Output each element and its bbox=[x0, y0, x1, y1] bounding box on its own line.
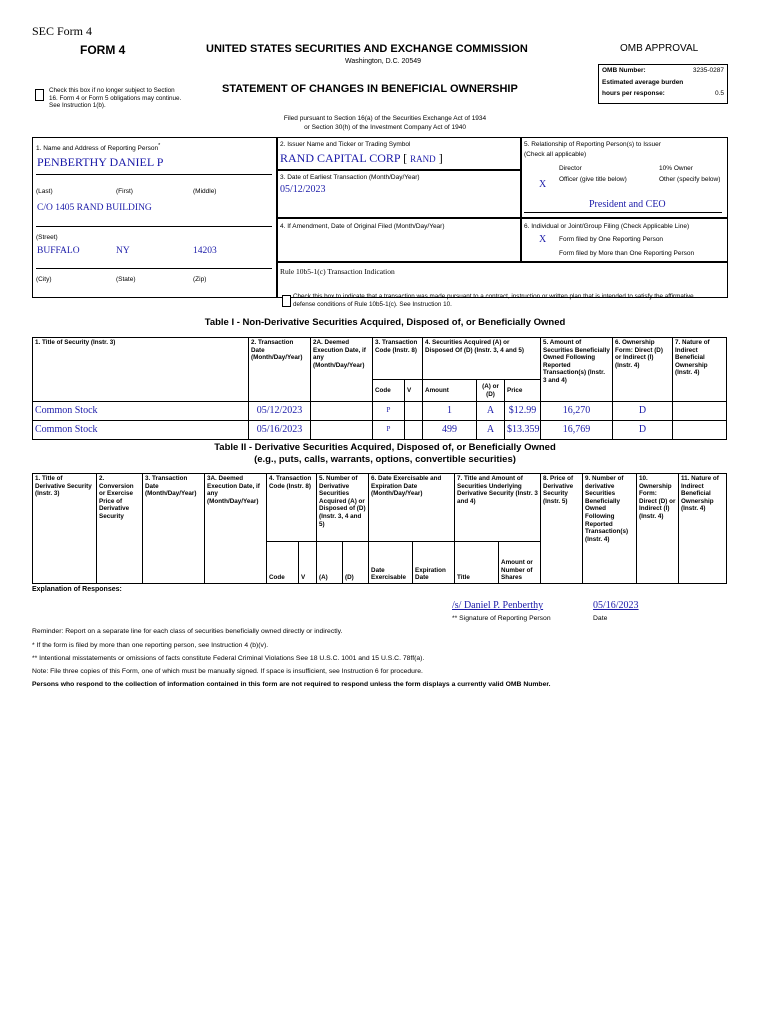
filed-pursuant-1: Filed pursuant to Section 16(a) of the Securities Exchange Act of 1934 bbox=[283, 115, 487, 122]
commission-title: UNITED STATES SECURITIES AND EXCHANGE COMMISSION bbox=[206, 43, 528, 55]
rule10b5-text: Check this box to indicate that a transaction was made pursuant to a contract, instruction or written plan that is intended to satisfy the affirmative defense conditions of Rule 10b5-1(c). See Instruction 10. bbox=[293, 293, 694, 308]
row-amount: 499 bbox=[423, 421, 477, 440]
omb-number-value: 3235-0287 bbox=[692, 67, 724, 74]
amendment-box bbox=[276, 217, 522, 263]
t1-h-code: 3. Transaction Code (Instr. 8) bbox=[373, 338, 423, 380]
t2-h5: 5. Number of Derivative Securities Acquired (A) or Disposed of (D) (Instr. 3, 4 and 5) bbox=[317, 474, 369, 542]
table-row bbox=[33, 402, 727, 421]
t2-h3a: 3A. Deemed Execution Date, if any (Month/Day/Year) bbox=[205, 474, 267, 584]
row-date: 05/12/2023 bbox=[249, 402, 311, 421]
t2-s-amount: Amount or Number of Shares bbox=[499, 542, 541, 584]
t2-s-exp: Expiration Date bbox=[413, 542, 455, 584]
name-underline bbox=[36, 174, 272, 175]
note-copies: Note: File three copies of this Form, one of which must be manually signed. If space is insufficient, see Instruction 6 for procedure. bbox=[32, 668, 423, 675]
ticker-bracket-open: [ bbox=[403, 151, 408, 165]
t1-s-v: V bbox=[405, 380, 423, 402]
t1-h-nature: 7. Nature of Indirect Beneficial Ownership (Instr. 4) bbox=[673, 338, 727, 402]
rule10b5-box bbox=[276, 261, 728, 308]
row-code: P bbox=[373, 402, 405, 421]
row-v bbox=[405, 402, 423, 421]
row-form: D bbox=[613, 402, 673, 421]
t2-h9: 9. Number of derivative Securities Beneficially Owned Following Reported Transaction(s) (Instr. 4) bbox=[583, 474, 637, 584]
filing-more: Form filed by More than One Reporting Person bbox=[559, 250, 695, 257]
t1-h-owned: 5. Amount of Securities Beneficially Owned Following Reported Transaction(s) (Instr. 3 and 4) bbox=[541, 338, 613, 402]
row-deemed bbox=[311, 402, 373, 421]
table2 bbox=[32, 473, 727, 584]
t2-h4: 4. Transaction Code (Instr. 8) bbox=[267, 474, 317, 542]
rule10b5-checkbox[interactable] bbox=[282, 295, 291, 307]
section16-text: Check this box if no longer subject to Section 16. Form 4 or Form 5 obligations may continue. See Instruction 1(b). bbox=[49, 87, 182, 109]
t1-s-price: Price bbox=[505, 380, 541, 402]
t2-h8: 8. Price of Derivative Security (Instr. 5) bbox=[541, 474, 583, 584]
t2-h10: 10. Ownership Form: Direct (D) or Indirect (I) (Instr. 4) bbox=[637, 474, 679, 584]
row-code: P bbox=[373, 421, 405, 440]
officer-title: President and CEO bbox=[589, 199, 666, 210]
officer-mark[interactable]: X bbox=[539, 179, 547, 190]
rule10b5-label: Rule 10b5-1(c) Transaction Indication bbox=[280, 267, 395, 276]
issuer-name-line bbox=[280, 151, 443, 166]
t2-s-exer: Date Exercisable bbox=[369, 542, 413, 584]
issuer-name: RAND CAPITAL CORP bbox=[280, 151, 401, 165]
t2-s-a: (A) bbox=[317, 542, 343, 584]
t1-s-aord: (A) or (D) bbox=[477, 380, 505, 402]
filed-pursuant-2: or Section 30(h) of the Investment Company Act of 1940 bbox=[304, 124, 466, 131]
t1-h-deemed: 2A. Deemed Execution Date, if any (Month/Day/Year) bbox=[311, 338, 373, 402]
earliest-date-label: 3. Date of Earliest Transaction (Month/Day/Year) bbox=[280, 174, 420, 181]
t2-h7: 7. Title and Amount of Securities Underlying Derivative Security (Instr. 3 and 4) bbox=[455, 474, 541, 542]
signature-date: 05/16/2023 bbox=[593, 600, 639, 611]
form-name: FORM 4 bbox=[80, 43, 126, 57]
omb-hours-value: 0.5 bbox=[714, 90, 724, 97]
omb-number-label: OMB Number: bbox=[602, 67, 646, 74]
t2-h6: 6. Date Exercisable and Expiration Date (Month/Day/Year) bbox=[369, 474, 455, 542]
row-title: Common Stock bbox=[33, 402, 249, 421]
t2-h2: 2. Conversion or Exercise Price of Derivative Security bbox=[97, 474, 143, 584]
middle-label: (Middle) bbox=[193, 188, 217, 195]
row-date: 05/16/2023 bbox=[249, 421, 311, 440]
earliest-date-box bbox=[276, 169, 522, 219]
t2-s-title: Title bbox=[455, 542, 499, 584]
ten-pct-label: 10% Owner bbox=[659, 165, 693, 172]
omb-hours-label: hours per response: bbox=[602, 90, 665, 97]
row-v bbox=[405, 421, 423, 440]
table1-title: Table I - Non-Derivative Securities Acquired, Disposed of, or Beneficially Owned bbox=[204, 317, 566, 328]
note-multiple: * If the form is filed by more than one reporting person, see Instruction 4 (b)(v). bbox=[32, 642, 269, 649]
t2-s-d: (D) bbox=[343, 542, 369, 584]
reporting-person-label: 1. Name and Address of Reporting Person* bbox=[36, 143, 161, 153]
filing-label: 6. Individual or Joint/Group Filing (Check Applicable Line) bbox=[524, 223, 690, 230]
relationship-sub: (Check all applicable) bbox=[524, 151, 587, 158]
section16-checkbox[interactable] bbox=[35, 89, 44, 101]
city-underline bbox=[36, 268, 272, 269]
state-label: (State) bbox=[116, 276, 136, 283]
t1-s-amount: Amount bbox=[423, 380, 477, 402]
t2-h1: 1. Title of Derivative Security (Instr. 3) bbox=[33, 474, 97, 584]
omb-burden-label: Estimated average burden bbox=[602, 79, 684, 86]
table2-subtitle: (e.g., puts, calls, warrants, options, convertible securities) bbox=[254, 454, 516, 465]
last-label: (Last) bbox=[36, 188, 53, 195]
state-value: NY bbox=[116, 246, 130, 256]
filing-one: Form filed by One Reporting Person bbox=[559, 236, 664, 243]
explanation-label: Explanation of Responses: bbox=[32, 586, 122, 593]
table2-title: Table II - Derivative Securities Acquired, Disposed of, or Beneficially Owned bbox=[214, 442, 556, 453]
city-label: (City) bbox=[36, 276, 52, 283]
ticker-bracket-close: ] bbox=[438, 151, 443, 165]
omb-title: OMB APPROVAL bbox=[620, 43, 699, 54]
first-label: (First) bbox=[116, 188, 133, 195]
omb-box bbox=[598, 64, 728, 104]
street-value: C/O 1405 RAND BUILDING bbox=[37, 203, 152, 213]
issuer-label: 2. Issuer Name and Ticker or Trading Symbol bbox=[280, 141, 411, 148]
table-row bbox=[33, 421, 727, 440]
other-label: Other (specify below) bbox=[659, 176, 721, 183]
reporting-person-box bbox=[32, 137, 278, 298]
row-nature bbox=[673, 421, 727, 440]
row-nature bbox=[673, 402, 727, 421]
note-misstatements: ** Intentional misstatements or omissions of facts constitute Federal Criminal Violations See 18 U.S.C. 1001 and 15 U.S.C. 78ff(a). bbox=[32, 655, 425, 662]
signature-label: ** Signature of Reporting Person bbox=[452, 615, 551, 622]
row-deemed bbox=[311, 421, 373, 440]
t1-h-title: 1. Title of Security (Instr. 3) bbox=[33, 338, 249, 402]
street-underline bbox=[36, 226, 272, 227]
issuer-ticker: RAND bbox=[410, 154, 436, 164]
note-reminder: Reminder: Report on a separate line for each class of securities beneficially owned directly or indirectly. bbox=[32, 628, 343, 635]
row-price: $12.99 bbox=[505, 402, 541, 421]
amendment-label: 4. If Amendment, Date of Original Filed (Month/Day/Year) bbox=[280, 223, 445, 230]
officer-label: Officer (give title below) bbox=[559, 176, 627, 183]
row-price: $13.359 bbox=[505, 421, 541, 440]
t2-h11: 11. Nature of Indirect Beneficial Ownership (Instr. 4) bbox=[679, 474, 727, 584]
row-form: D bbox=[613, 421, 673, 440]
page-title: SEC Form 4 bbox=[32, 24, 93, 38]
t1-s-code: Code bbox=[373, 380, 405, 402]
issuer-box bbox=[276, 137, 522, 171]
row-amount: 1 bbox=[423, 402, 477, 421]
table1 bbox=[32, 337, 727, 440]
t2-h3: 3. Transaction Date (Month/Day/Year) bbox=[143, 474, 205, 584]
relationship-box bbox=[520, 137, 728, 219]
date-label: Date bbox=[593, 615, 608, 622]
row-owned: 16,270 bbox=[541, 402, 613, 421]
t1-h-date: 2. Transaction Date (Month/Day/Year) bbox=[249, 338, 311, 402]
note-omb: Persons who respond to the collection of information contained in this form are not required to respond unless the form displays a currently valid OMB Number. bbox=[32, 681, 551, 688]
t2-s-code: Code bbox=[267, 542, 299, 584]
row-owned: 16,769 bbox=[541, 421, 613, 440]
row-title: Common Stock bbox=[33, 421, 249, 440]
zip-label: (Zip) bbox=[193, 276, 207, 283]
filing-mark[interactable]: X bbox=[539, 234, 547, 245]
t1-h-acq: 4. Securities Acquired (A) or Disposed Of (D) (Instr. 3, 4 and 5) bbox=[423, 338, 541, 380]
signature-name: /s/ Daniel P. Penberthy bbox=[452, 600, 544, 611]
t2-s-v: V bbox=[299, 542, 317, 584]
t1-h-form: 6. Ownership Form: Direct (D) or Indirect (I) (Instr. 4) bbox=[613, 338, 673, 402]
row-aord: A bbox=[477, 421, 505, 440]
street-label: (Street) bbox=[36, 234, 58, 241]
filing-box bbox=[520, 217, 728, 263]
director-label: Director bbox=[559, 165, 582, 172]
location: Washington, D.C. 20549 bbox=[345, 58, 422, 65]
reporting-person-name: PENBERTHY DANIEL P bbox=[37, 155, 164, 169]
row-aord: A bbox=[477, 402, 505, 421]
city-value: BUFFALO bbox=[37, 246, 80, 256]
zip-value: 14203 bbox=[193, 246, 217, 256]
statement-title: STATEMENT OF CHANGES IN BENEFICIAL OWNERSHIP bbox=[222, 83, 518, 95]
title-underline bbox=[524, 212, 722, 213]
earliest-date-value: 05/12/2023 bbox=[280, 184, 326, 195]
relationship-label: 5. Relationship of Reporting Person(s) to Issuer bbox=[524, 141, 661, 148]
